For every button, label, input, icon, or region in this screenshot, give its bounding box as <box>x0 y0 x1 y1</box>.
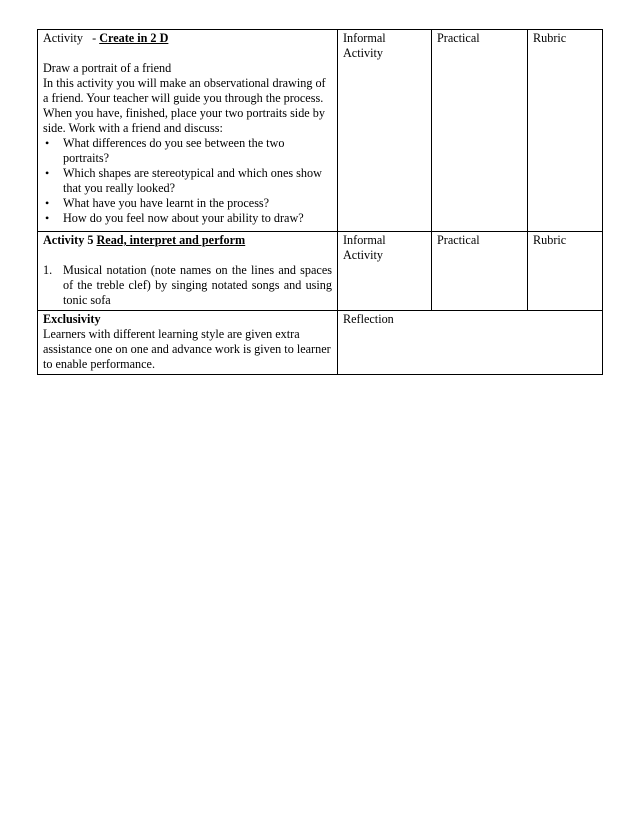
exclusivity-body: Learners with different learning style are given extra assistance one on one and advance work is given to learner to enable performance. <box>43 327 331 371</box>
activity-title: Create in 2 D <box>99 31 169 45</box>
list-item: • What differences do you see between the two portraits? <box>43 136 332 166</box>
exclusivity-heading: Exclusivity <box>43 312 101 326</box>
item-number: 1. <box>43 263 53 277</box>
activity-prefix: Activity 5 <box>43 233 97 247</box>
list-item: • What have you have learnt in the process? <box>43 196 332 211</box>
method-cell: Practical <box>432 30 528 232</box>
list-item: • How do you feel now about your ability to draw? <box>43 211 332 226</box>
activity-steps <box>43 263 332 308</box>
table-row <box>38 232 603 311</box>
item-text: Musical notation (note names on the lines and spaces of the treble clef) by singing notated songs and using tonic sofa <box>63 263 332 307</box>
assessment-cell: Reflection <box>338 311 603 375</box>
activity-prefix: Activity - <box>43 31 100 45</box>
activity-cell <box>38 232 338 311</box>
activity-intro: Draw a portrait of a friend <box>43 61 172 75</box>
tool-cell: Rubric <box>528 30 603 232</box>
activity-title: Read, interpret and perform <box>96 233 246 247</box>
activity-cell <box>38 30 338 232</box>
activity-heading <box>43 31 332 46</box>
exclusivity-cell <box>38 311 338 375</box>
assessment-cell: Informal Activity <box>338 232 432 311</box>
discussion-list <box>43 136 332 226</box>
table-row <box>38 311 603 375</box>
tool-cell: Rubric <box>528 232 603 311</box>
activity-heading <box>43 233 332 248</box>
method-cell: Practical <box>432 232 528 311</box>
list-item <box>43 263 332 308</box>
activity-body: In this activity you will make an observational drawing of a friend. Your teacher will guide you through the process. When you have, finished, place your two portraits side by side. Work with a friend and discuss: <box>43 76 326 135</box>
lesson-plan-table <box>37 29 603 375</box>
list-item: • Which shapes are stereotypical and which ones show that you really looked? <box>43 166 332 196</box>
table-row <box>38 30 603 232</box>
assessment-cell: Informal Activity <box>338 30 432 232</box>
